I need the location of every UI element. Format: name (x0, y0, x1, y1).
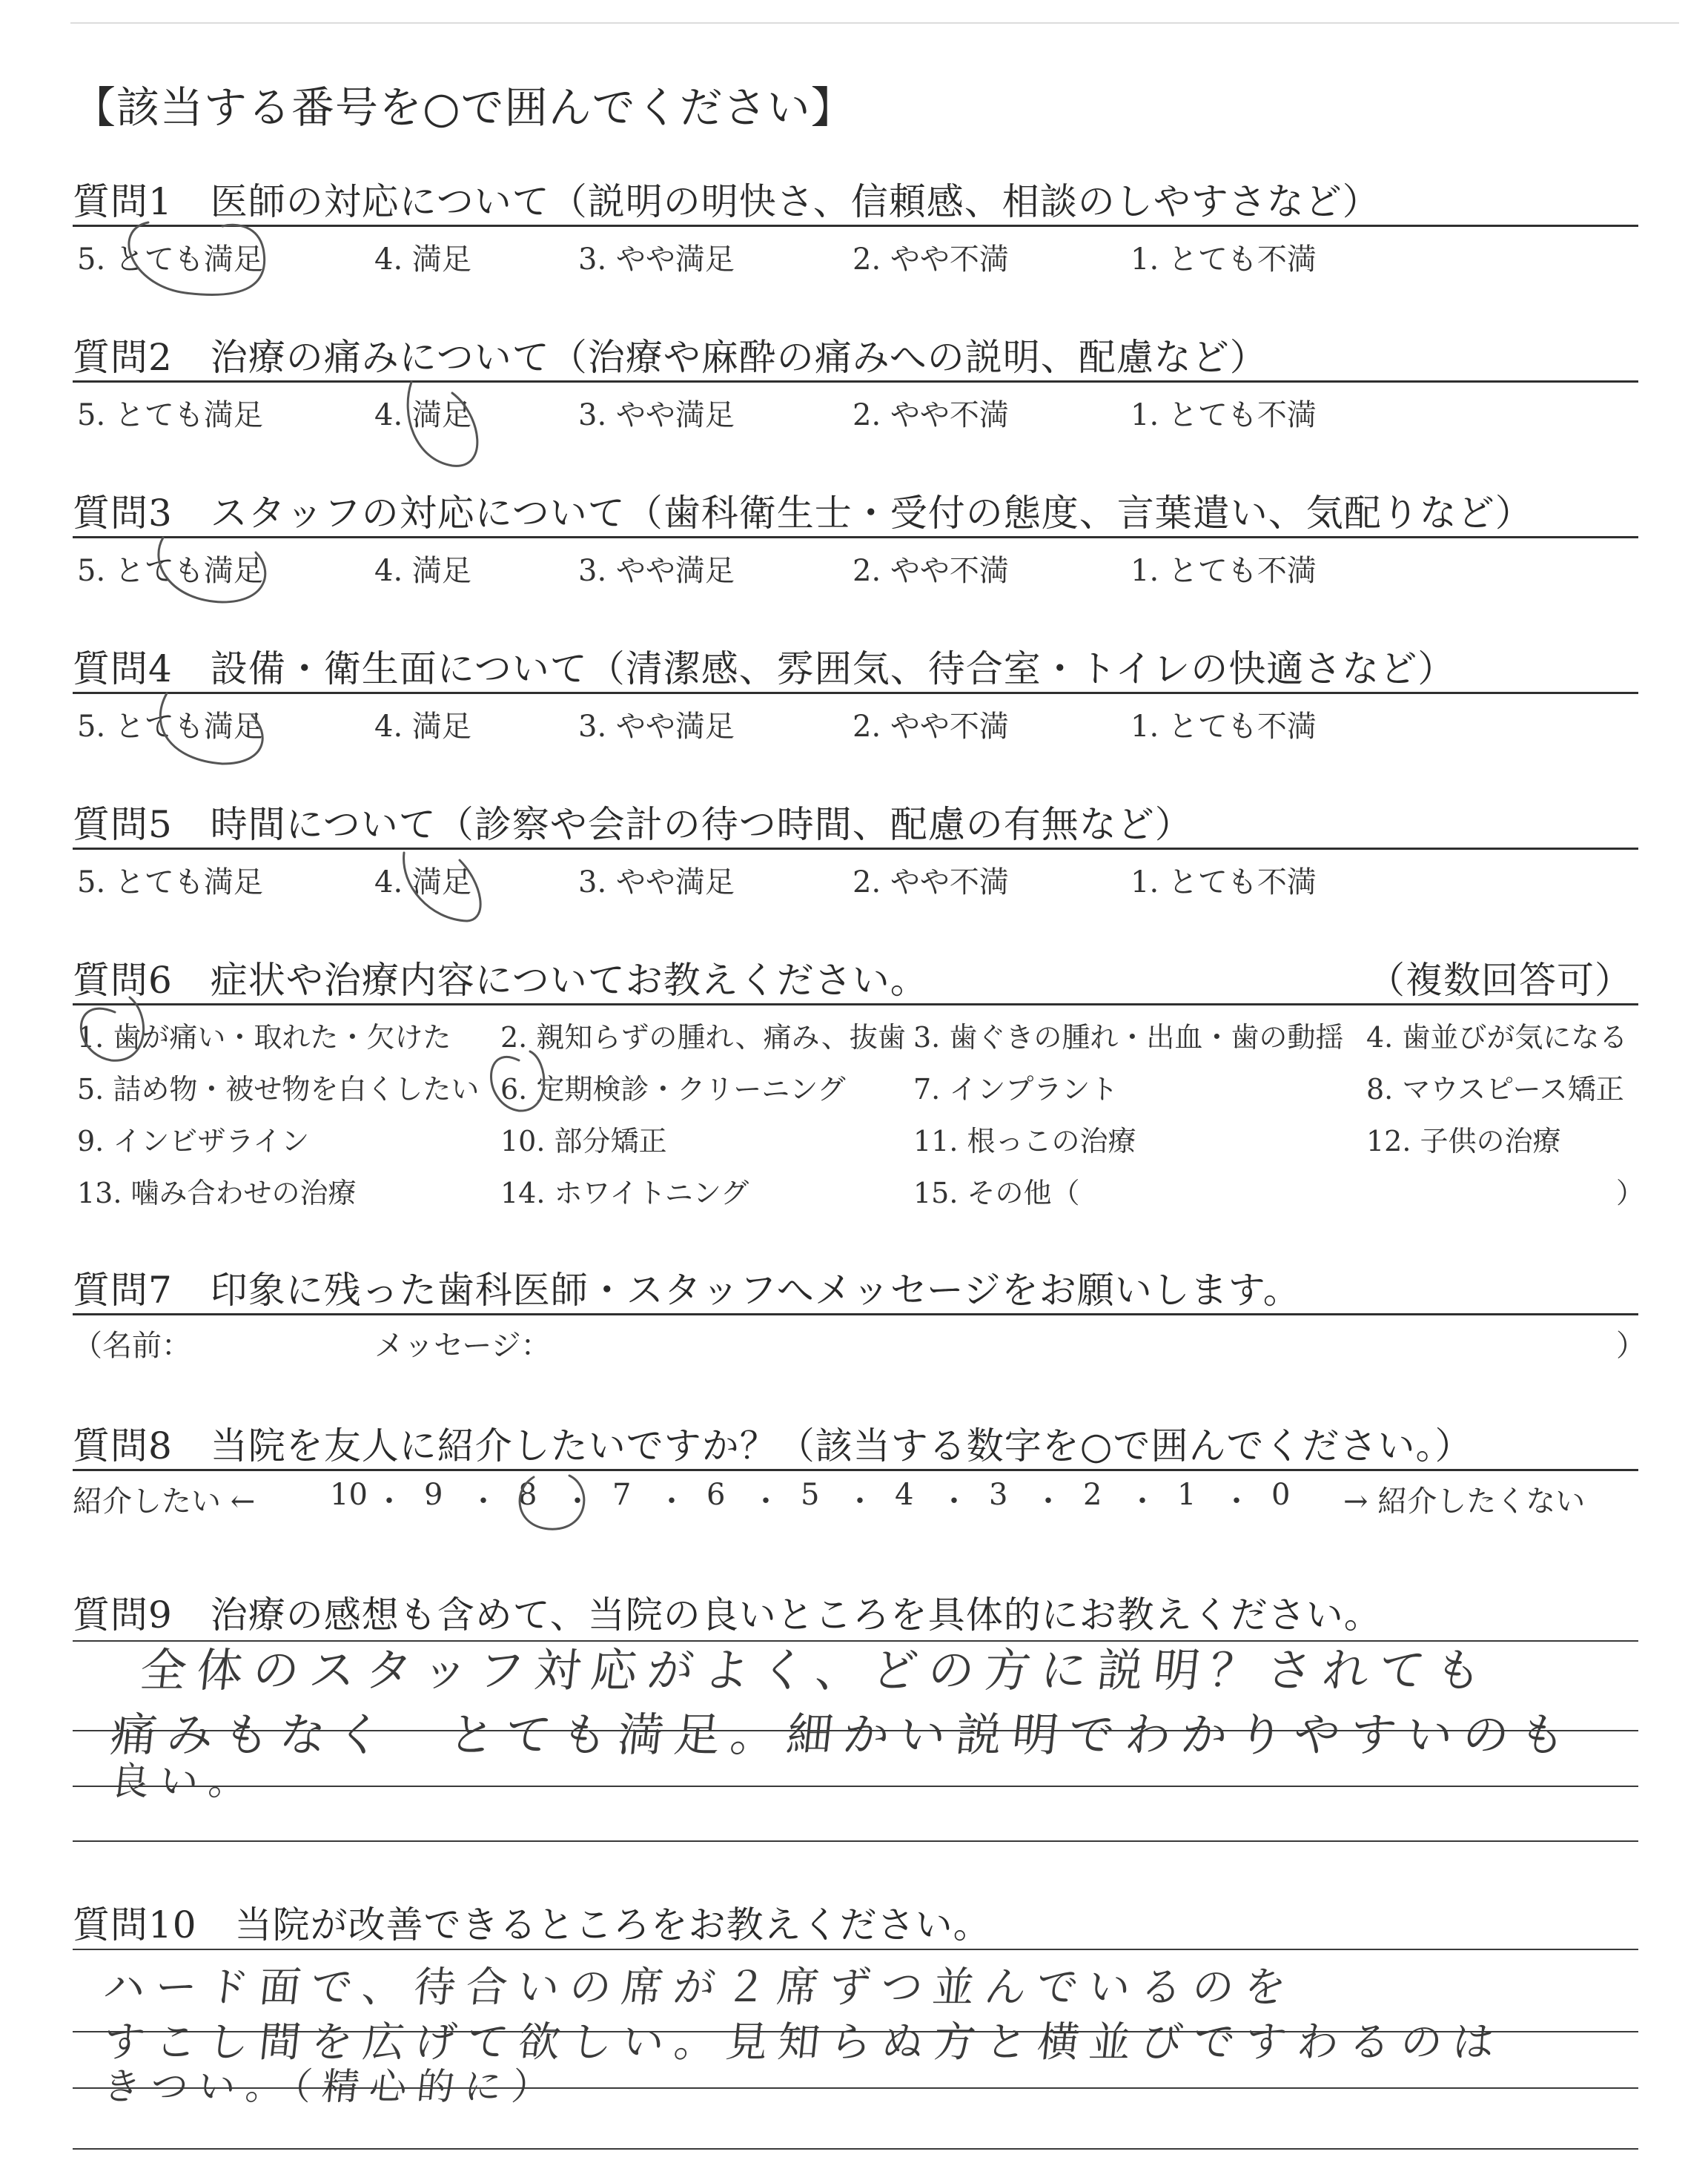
q8-score-8[interactable]: 8 (518, 1478, 537, 1512)
q7-message-label: メッセージ： (374, 1329, 551, 1363)
question-5-heading: 質問5 時間について（診察や会計の待つ時間、配慮の有無など） (73, 803, 1193, 846)
question-7-rule (73, 1313, 1638, 1315)
question-6-heading: 質問6 症状や治療内容についてお教えください。 (73, 959, 928, 1002)
q9-answer-line-2: 痛みもなく とても満足。細かい説明でわかりやすいのも (107, 1708, 1579, 1762)
question-9-heading: 質問9 治療の感想も含めて、当院の良いところを具体的にお教えください。 (73, 1593, 1382, 1636)
q8-scale-separator: ・ (1128, 1484, 1157, 1519)
q8-score-9[interactable]: 9 (424, 1478, 443, 1512)
q6-item-4[interactable]: 4. 歯並びが気になる (1366, 1021, 1628, 1054)
q8-scale-separator: ・ (1033, 1484, 1063, 1519)
q6-item-5[interactable]: 5. 詰め物・被せ物を白くしたい (77, 1073, 480, 1106)
q10-answer-line-3: きつい。（精心的に） (101, 2065, 562, 2108)
q4-option-1[interactable]: 1. とても不満 (1131, 710, 1317, 744)
q6-other-close-paren: ） (1616, 1177, 1645, 1209)
q10-writing-line-1 (73, 1949, 1638, 1950)
q8-right-label: → 紹介したくない (1343, 1484, 1586, 1519)
q3-option-2[interactable]: 2. やや不満 (853, 554, 1009, 588)
q8-score-10[interactable]: 10 (330, 1478, 368, 1512)
q6-item-15[interactable]: 15. その他（ (913, 1177, 1080, 1209)
q1-option-1[interactable]: 1. とても不満 (1131, 242, 1317, 277)
question-10-heading: 質問10 当院が改善できるところをお教えください。 (73, 1903, 991, 1946)
q8-scale-separator: ・ (1222, 1484, 1251, 1519)
q1-option-5[interactable]: 5. とても満足 (77, 242, 263, 277)
question-2-heading: 質問2 治療の痛みについて（治療や麻酔の痛みへの説明、配慮など） (73, 336, 1268, 379)
q2-option-5[interactable]: 5. とても満足 (77, 398, 263, 432)
q6-item-6[interactable]: 6. 定期検診・クリーニング (500, 1073, 846, 1106)
q7-name-label: （名前： (73, 1329, 191, 1363)
q6-item-8[interactable]: 8. マウスピース矯正 (1366, 1073, 1624, 1106)
question-6-note: （複数回答可） (1368, 959, 1632, 1002)
question-5-rule (73, 848, 1638, 850)
q6-item-9[interactable]: 9. インビザライン (77, 1125, 310, 1157)
q5-option-2[interactable]: 2. やや不満 (853, 865, 1009, 899)
question-3-heading: 質問3 スタッフの対応について（歯科衛生士・受付の態度、言葉遣い、気配りなど） (73, 492, 1533, 535)
question-8-rule (73, 1469, 1638, 1471)
q4-option-4[interactable]: 4. 満足 (374, 710, 471, 744)
q3-option-4[interactable]: 4. 満足 (374, 554, 471, 588)
q2-option-1[interactable]: 1. とても不満 (1131, 398, 1317, 432)
q8-score-1[interactable]: 1 (1177, 1478, 1196, 1512)
q8-left-label: 紹介したい ← (73, 1484, 256, 1519)
q6-item-10[interactable]: 10. 部分矯正 (500, 1125, 667, 1157)
q6-item-7[interactable]: 7. インプラント (913, 1073, 1119, 1106)
q1-option-2[interactable]: 2. やや不満 (853, 242, 1009, 277)
q8-score-3[interactable]: 3 (989, 1478, 1008, 1512)
question-4-heading: 質問4 設備・衛生面について（清潔感、雰囲気、待合室・トイレの快適さなど） (73, 647, 1456, 690)
q10-answer-line-1: ハード面で、待合いの席が２席ずつ並んでいるのを (101, 1964, 1299, 2012)
question-3-rule (73, 536, 1638, 538)
q8-scale-separator: ・ (657, 1484, 686, 1519)
q8-scale-separator: ・ (845, 1484, 875, 1519)
q2-option-3[interactable]: 3. やや満足 (578, 398, 735, 432)
q5-option-4[interactable]: 4. 満足 (374, 865, 471, 899)
q8-score-5[interactable]: 5 (801, 1478, 820, 1512)
question-4-rule (73, 692, 1638, 694)
q6-item-14[interactable]: 14. ホワイトニング (500, 1177, 749, 1209)
question-8-heading: 質問8 当院を友人に紹介したいですか？（該当する数字を○で囲んでください。） (73, 1424, 1473, 1467)
q10-writing-line-4 (73, 2148, 1638, 2150)
q8-scale-separator: ・ (469, 1484, 498, 1519)
q8-score-7[interactable]: 7 (612, 1478, 632, 1512)
question-1-heading: 質問1 医師の対応について（説明の明快さ、信頼感、相談のしやすさなど） (73, 180, 1380, 223)
q5-option-1[interactable]: 1. とても不満 (1131, 865, 1317, 899)
q9-answer-line-1: 全体のスタッフ対応がよく、どの方に説明？されても (137, 1643, 1495, 1697)
q6-item-12[interactable]: 12. 子供の治療 (1366, 1125, 1561, 1157)
q6-item-11[interactable]: 11. 根っこの治療 (913, 1125, 1136, 1157)
q9-answer-line-3: 良い。 (108, 1760, 260, 1804)
q9-writing-line-4 (73, 1840, 1638, 1842)
q4-option-5[interactable]: 5. とても満足 (77, 710, 263, 744)
q3-option-5[interactable]: 5. とても満足 (77, 554, 263, 588)
q3-option-1[interactable]: 1. とても不満 (1131, 554, 1317, 588)
q4-option-2[interactable]: 2. やや不満 (853, 710, 1009, 744)
q8-scale-separator: ・ (374, 1484, 404, 1519)
q5-option-3[interactable]: 3. やや満足 (578, 865, 735, 899)
q8-score-4[interactable]: 4 (895, 1478, 914, 1512)
q10-answer-line-2: すこし間を広げて欲しい。見知らぬ方と横並びですわるのは (101, 2018, 1507, 2067)
question-1-rule (73, 225, 1638, 227)
q8-scale-separator: ・ (563, 1484, 592, 1519)
q8-score-0[interactable]: 0 (1271, 1478, 1291, 1512)
q6-item-13[interactable]: 13. 噛み合わせの治療 (77, 1177, 357, 1209)
q2-option-2[interactable]: 2. やや不満 (853, 398, 1009, 432)
page-title: 【該当する番号を○で囲んでください】 (73, 82, 855, 133)
q2-option-4[interactable]: 4. 満足 (374, 398, 471, 432)
q5-option-5[interactable]: 5. とても満足 (77, 865, 263, 899)
q6-item-3[interactable]: 3. 歯ぐきの腫れ・出血・歯の動揺 (913, 1021, 1344, 1054)
question-2-rule (73, 380, 1638, 383)
q6-item-2[interactable]: 2. 親知らずの腫れ、痛み、抜歯 (500, 1021, 906, 1054)
q8-scale-separator: ・ (939, 1484, 969, 1519)
q8-score-2[interactable]: 2 (1083, 1478, 1102, 1512)
q1-option-4[interactable]: 4. 満足 (374, 242, 471, 277)
question-6-rule (73, 1003, 1638, 1005)
q1-option-3[interactable]: 3. やや満足 (578, 242, 735, 277)
q4-option-3[interactable]: 3. やや満足 (578, 710, 735, 744)
q7-close-paren: ） (1616, 1329, 1646, 1363)
q8-score-6[interactable]: 6 (706, 1478, 726, 1512)
q3-option-3[interactable]: 3. やや満足 (578, 554, 735, 588)
q8-scale-separator: ・ (751, 1484, 781, 1519)
scan-top-edge (70, 22, 1679, 24)
q9-writing-line-3 (73, 1786, 1638, 1787)
question-7-heading: 質問7 印象に残った歯科医師・スタッフへメッセージをお願いします。 (73, 1269, 1301, 1312)
q6-item-1[interactable]: 1. 歯が痛い・取れた・欠けた (77, 1021, 451, 1054)
